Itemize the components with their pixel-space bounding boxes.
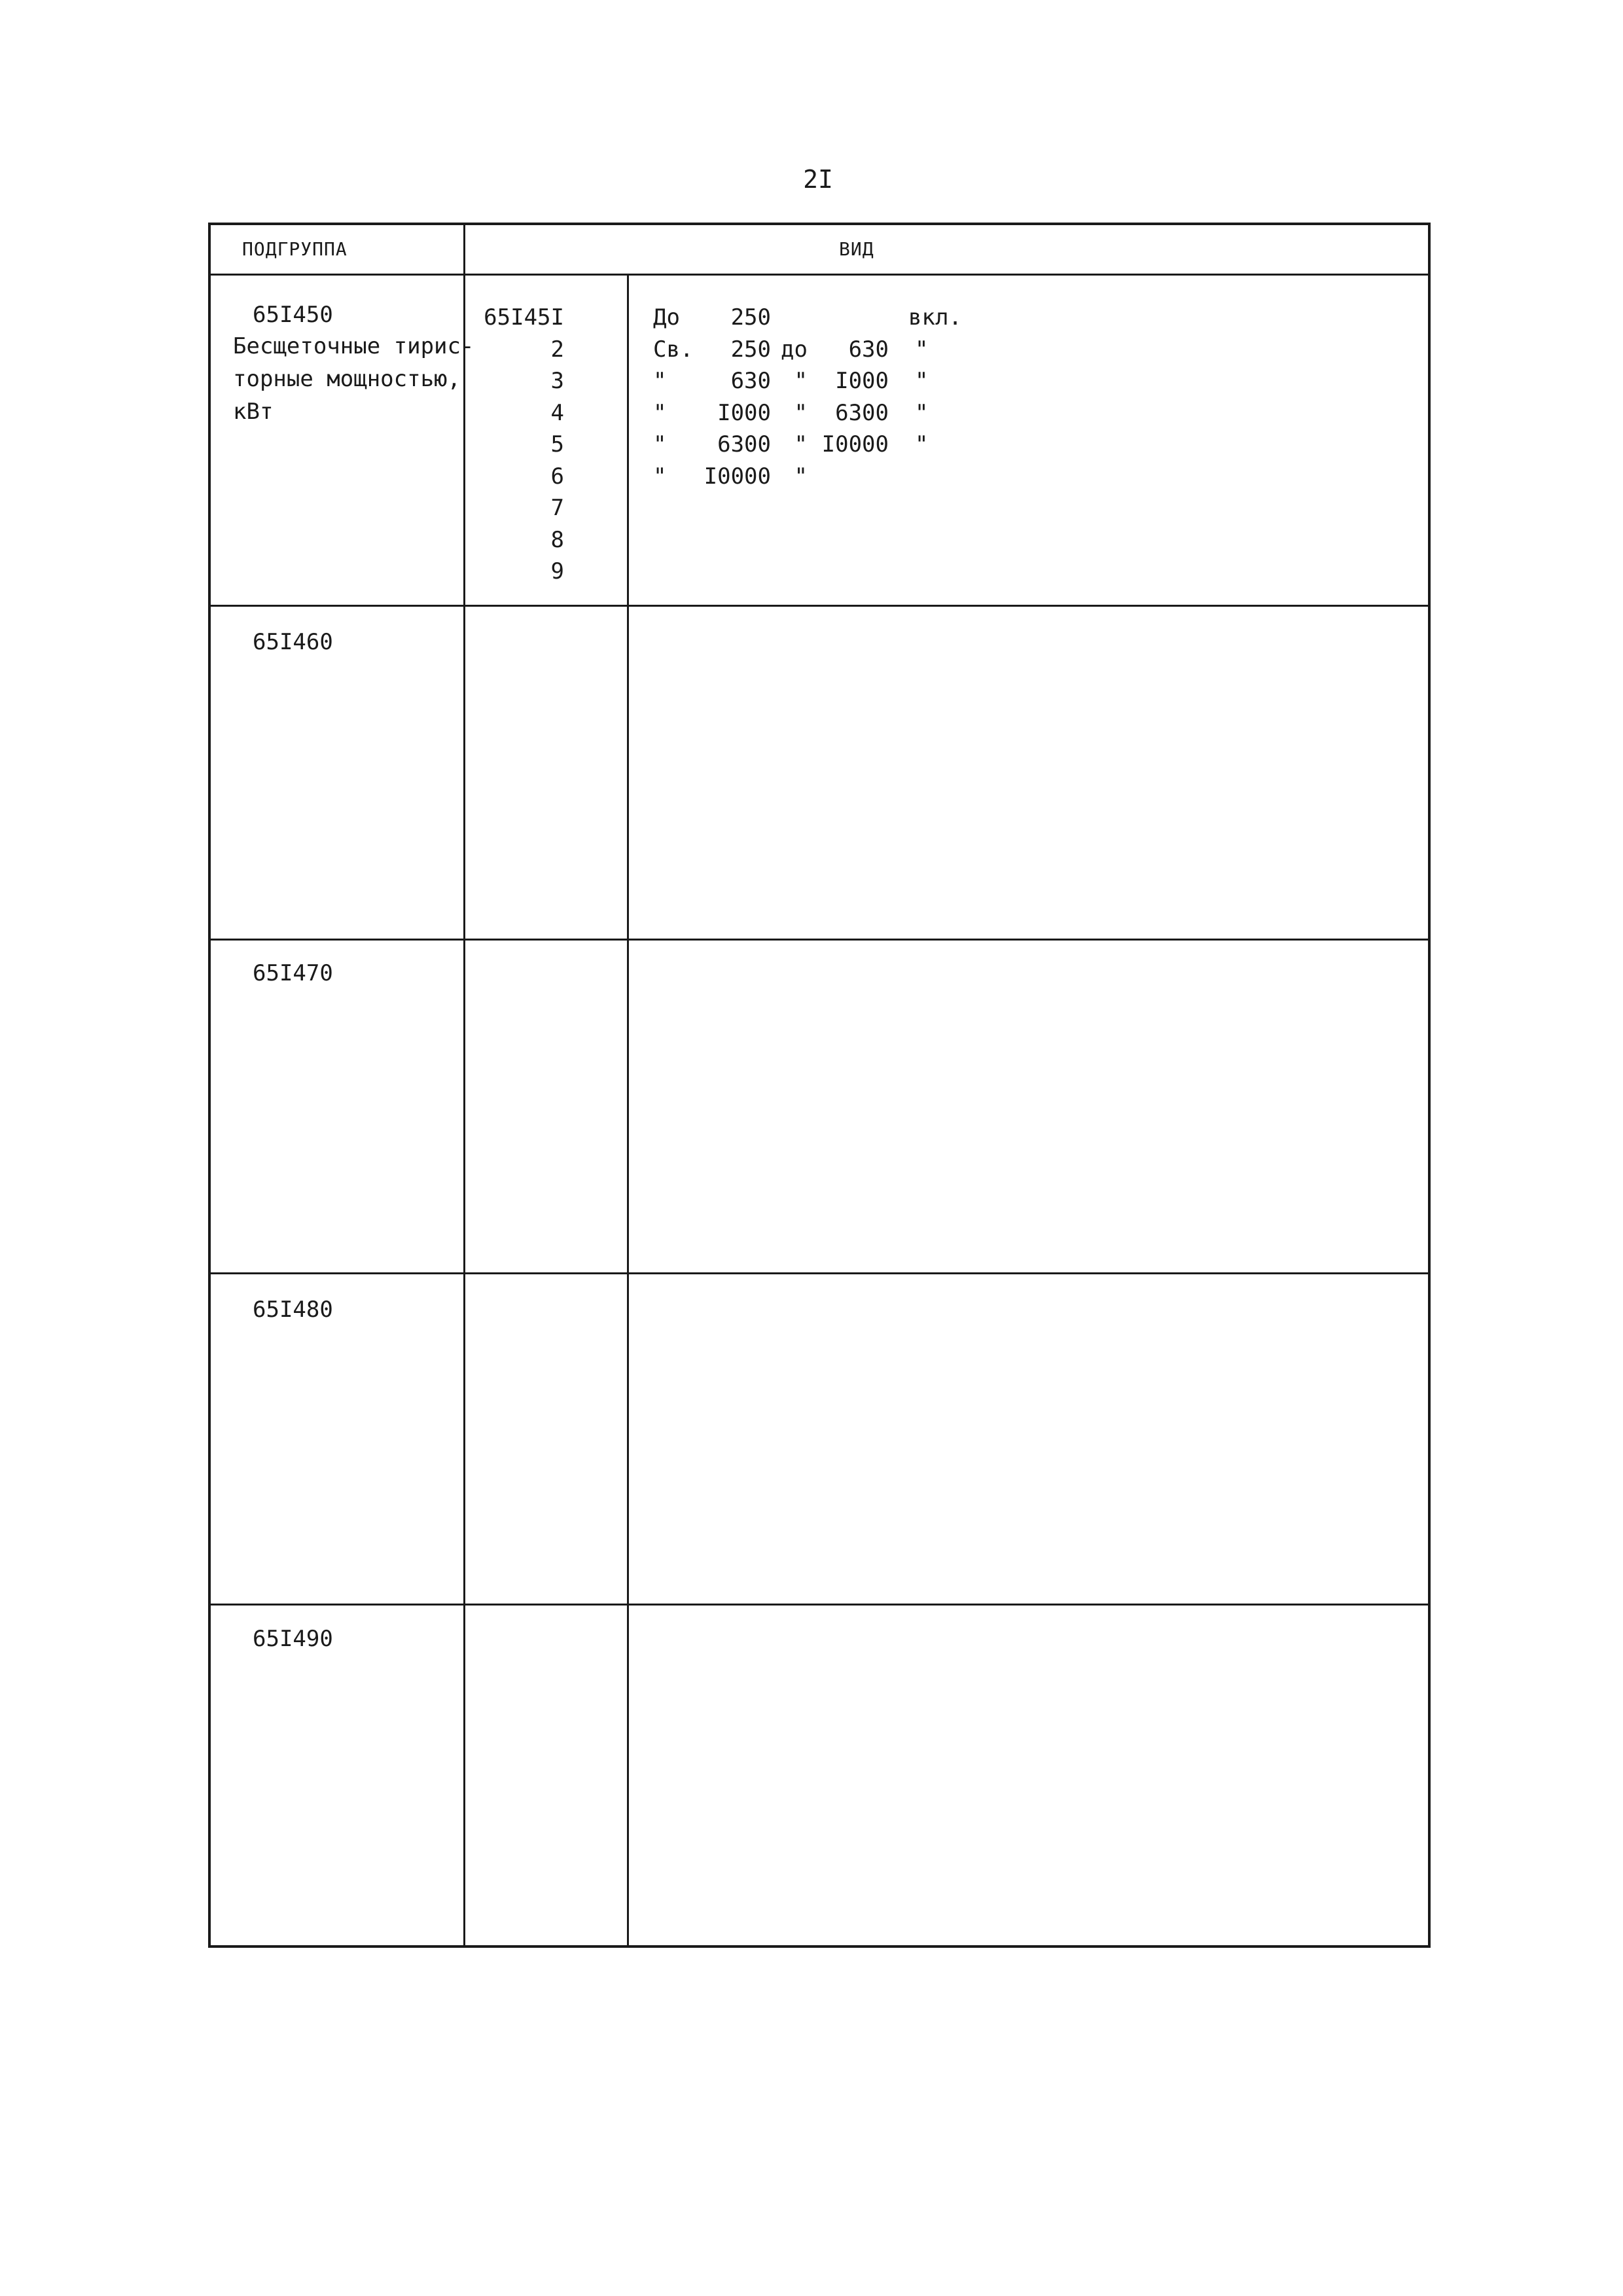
power-ranges — [653, 302, 1177, 492]
range-prefix: " — [653, 431, 667, 457]
range-from: 6300 — [717, 431, 771, 457]
range-prefix: " — [653, 368, 667, 394]
subgroup-description-line: торные мощностью, — [233, 366, 461, 392]
row-divider — [211, 1272, 1428, 1274]
subgroup-code: 65I460 — [253, 629, 333, 655]
kind-code: 8 — [550, 526, 564, 553]
kind-codes — [473, 302, 564, 588]
header-kind: ВИД — [839, 238, 874, 260]
range-to: I000 — [835, 368, 889, 394]
range-from: 630 — [730, 368, 771, 394]
range-suffix: " — [915, 336, 929, 363]
subgroup-code: 65I470 — [253, 960, 333, 986]
range-suffix: " — [915, 431, 929, 457]
kind-code: 5 — [550, 431, 564, 457]
kind-code: 7 — [550, 495, 564, 521]
range-suffix: " — [915, 368, 929, 394]
range-from: I000 — [717, 399, 771, 426]
range-sep: " — [794, 368, 808, 394]
power-range-row — [653, 397, 1177, 429]
range-suffix: " — [915, 399, 929, 426]
kind-code: 2 — [550, 336, 564, 363]
subgroup-code: 65I450 — [253, 302, 333, 328]
column-divider — [627, 275, 629, 1945]
power-range-row — [653, 429, 1177, 461]
range-from: I0000 — [704, 463, 771, 490]
range-sep: " — [794, 399, 808, 426]
power-range-row — [653, 302, 1177, 334]
kind-code: 65I45I — [484, 304, 564, 331]
range-suffix: вкл. — [908, 304, 962, 331]
range-to: I0000 — [821, 431, 889, 457]
classification-table — [208, 223, 1431, 1948]
range-prefix: Св. — [653, 336, 694, 363]
column-divider — [463, 225, 465, 1945]
range-sep: до — [781, 336, 808, 363]
range-prefix: До — [653, 304, 680, 331]
kind-code: 9 — [550, 558, 564, 584]
range-sep: " — [794, 463, 808, 490]
header-divider — [211, 274, 1428, 276]
kind-code: 3 — [550, 368, 564, 394]
header-subgroup: ПОДГРУППА — [242, 238, 348, 260]
row-divider — [211, 939, 1428, 941]
subgroup-code: 65I480 — [253, 1297, 333, 1323]
power-range-row — [653, 461, 1177, 493]
row-divider — [211, 605, 1428, 607]
power-range-row — [653, 334, 1177, 366]
range-to: 630 — [848, 336, 889, 363]
row-divider — [211, 1604, 1428, 1605]
kind-code: 4 — [550, 399, 564, 426]
subgroup-description-line: кВт — [233, 399, 274, 425]
range-from: 250 — [730, 336, 771, 363]
range-prefix: " — [653, 463, 667, 490]
kind-code: 6 — [550, 463, 564, 490]
range-from: 250 — [730, 304, 771, 331]
range-prefix: " — [653, 399, 667, 426]
subgroup-code: 65I490 — [253, 1626, 333, 1652]
page-number: 2I — [803, 165, 833, 194]
power-range-row — [653, 365, 1177, 397]
range-sep: " — [794, 431, 808, 457]
range-to: 6300 — [835, 399, 889, 426]
subgroup-description-line: Бесщеточные тирис- — [233, 333, 474, 359]
